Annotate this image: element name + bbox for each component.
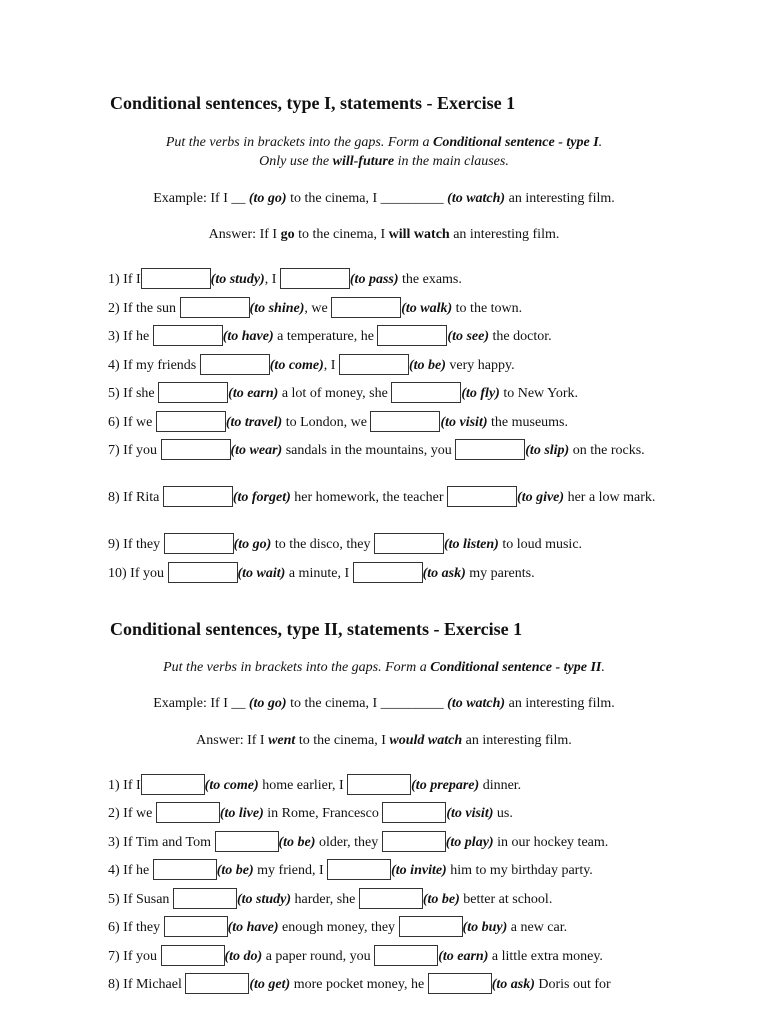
answer-gap[interactable] — [200, 354, 270, 375]
exercise2-item: 2) If we (to live) in Rome, Francesco (to visit) us. — [108, 802, 513, 823]
exercise2-answer: Answer: If I went to the cinema, I would watch an interesting film. — [196, 733, 572, 748]
exercise1-item: 9) If they (to go) to the disco, they (to listen) to loud music. — [108, 533, 582, 554]
answer-gap[interactable] — [455, 439, 525, 460]
exercise1-item: 6) If we (to travel) to London, we (to visit) the museums. — [108, 411, 568, 432]
answer-gap[interactable] — [215, 831, 279, 852]
answer-gap[interactable] — [164, 533, 234, 554]
answer-gap[interactable] — [280, 268, 350, 289]
answer-gap[interactable] — [180, 297, 250, 318]
answer-gap[interactable] — [382, 831, 446, 852]
exercise1-item: 2) If the sun (to shine), we (to walk) to the town. — [108, 297, 522, 318]
answer-gap[interactable] — [158, 382, 228, 403]
answer-gap[interactable] — [141, 774, 205, 795]
exercise2-item: 4) If he (to be) my friend, I (to invite) him to my birthday party. — [108, 859, 593, 880]
exercise1-instruction-line1: Put the verbs in brackets into the gaps. Form a Conditional sentence - type I. — [165, 135, 603, 150]
answer-gap[interactable] — [153, 859, 217, 880]
exercise2-example: Example: If I __ (to go) to the cinema, I _________ (to watch) an interesting film. — [153, 696, 615, 711]
exercise2-item: 7) If you (to do) a paper round, you (to earn) a little extra money. — [108, 945, 603, 966]
exercise1-example: Example: If I __ (to go) to the cinema, I _________ (to watch) an interesting film. — [153, 191, 615, 206]
answer-gap[interactable] — [353, 562, 423, 583]
answer-gap[interactable] — [428, 973, 492, 994]
answer-gap[interactable] — [161, 439, 231, 460]
exercise2-item: 5) If Susan (to study) harder, she (to be) better at school. — [108, 888, 552, 909]
answer-gap[interactable] — [377, 325, 447, 346]
answer-gap[interactable] — [331, 297, 401, 318]
answer-gap[interactable] — [156, 411, 226, 432]
exercise2-title: Conditional sentences, type II, statements - Exercise 1 — [110, 619, 523, 639]
answer-gap[interactable] — [173, 888, 237, 909]
exercise1-item: 5) If she (to earn) a lot of money, she (to fly) to New York. — [108, 382, 578, 403]
answer-gap[interactable] — [347, 774, 411, 795]
answer-gap[interactable] — [374, 945, 438, 966]
answer-gap[interactable] — [163, 486, 233, 507]
exercise1-item: 8) If Rita (to forget) her homework, the teacher (to give) her a low mark. — [108, 486, 663, 507]
exercise1-instruction-line2: Only use the will-future in the main clauses. — [259, 154, 509, 169]
answer-gap[interactable] — [141, 268, 211, 289]
exercise2-item: 6) If they (to have) enough money, they (to buy) a new car. — [108, 916, 567, 937]
answer-gap[interactable] — [168, 562, 238, 583]
exercise2-item: 1) If I (to come) home earlier, I (to prepare) dinner. — [108, 774, 521, 795]
answer-gap[interactable] — [399, 916, 463, 937]
exercise1-answer: Answer: If I go to the cinema, I will watch an interesting film. — [208, 227, 560, 242]
answer-gap[interactable] — [370, 411, 440, 432]
answer-gap[interactable] — [156, 802, 220, 823]
exercise2-item: 8) If Michael (to get) more pocket money, he (to ask) Doris out for — [108, 973, 611, 994]
answer-gap[interactable] — [339, 354, 409, 375]
answer-gap[interactable] — [447, 486, 517, 507]
exercise1-item: 4) If my friends (to come), I (to be) very happy. — [108, 354, 515, 375]
answer-gap[interactable] — [391, 382, 461, 403]
exercise2-instruction: Put the verbs in brackets into the gaps. Form a Conditional sentence - type II. — [163, 660, 605, 675]
answer-gap[interactable] — [359, 888, 423, 909]
answer-gap[interactable] — [185, 973, 249, 994]
answer-gap[interactable] — [374, 533, 444, 554]
answer-gap[interactable] — [161, 945, 225, 966]
exercise1-title: Conditional sentences, type I, statements - Exercise 1 — [110, 93, 516, 113]
answer-gap[interactable] — [153, 325, 223, 346]
answer-gap[interactable] — [382, 802, 446, 823]
answer-gap[interactable] — [327, 859, 391, 880]
exercise1-item: 7) If you (to wear) sandals in the mountains, you (to slip) on the rocks. — [108, 439, 663, 460]
exercise1-item: 3) If he (to have) a temperature, he (to see) the doctor. — [108, 325, 552, 346]
exercise1-item: 1) If I (to study), I (to pass) the exams. — [108, 268, 462, 289]
exercise2-item: 3) If Tim and Tom (to be) older, they (to play) in our hockey team. — [108, 831, 608, 852]
answer-gap[interactable] — [164, 916, 228, 937]
exercise1-item: 10) If you (to wait) a minute, I (to ask) my parents. — [108, 562, 535, 583]
